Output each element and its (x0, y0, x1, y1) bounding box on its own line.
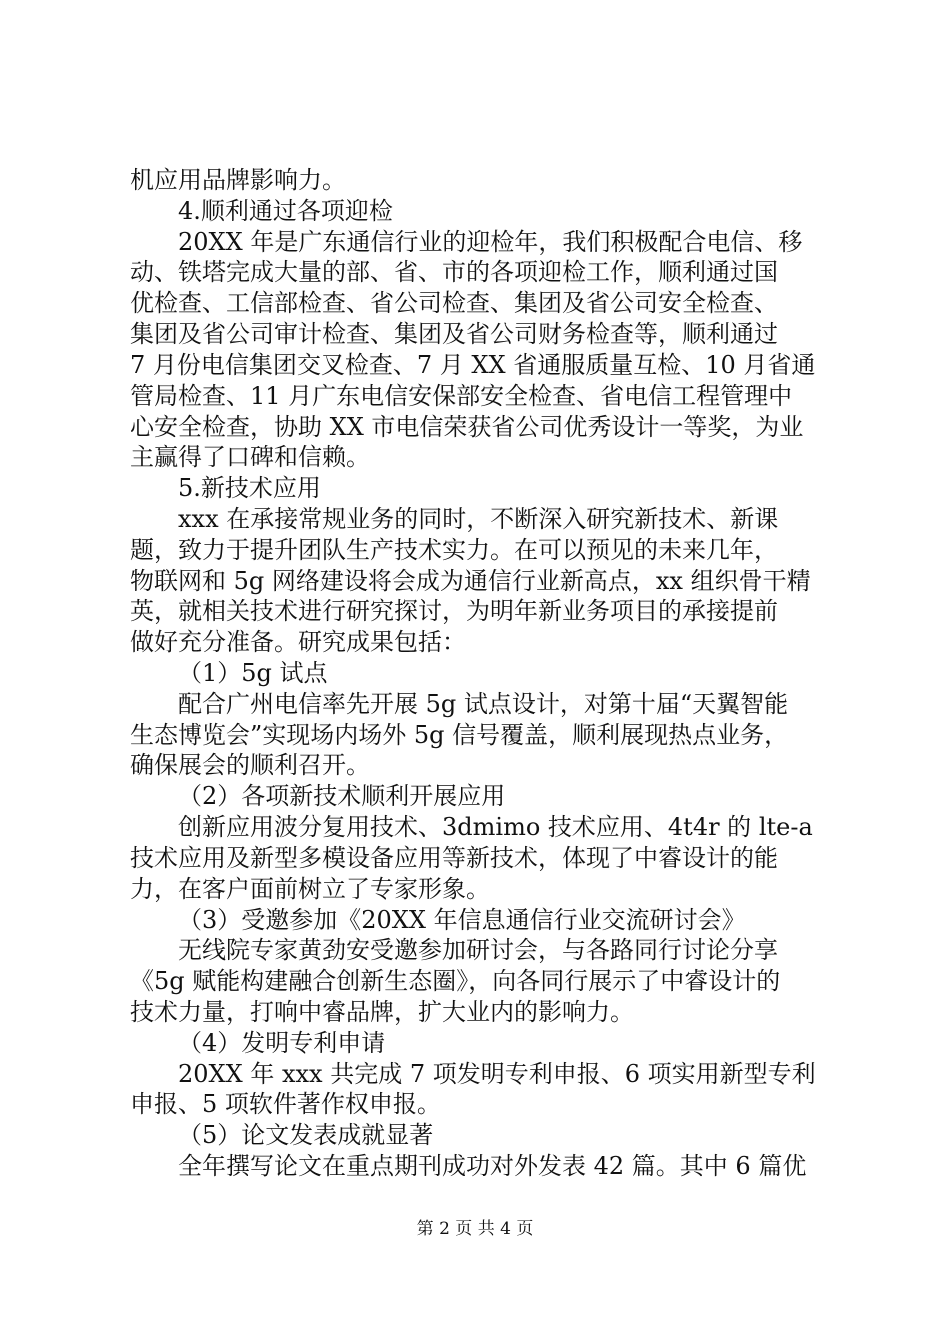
paragraph-line: 心安全检查，协助 XX 市电信荣获省公司优秀设计一等奖，为业 (130, 413, 804, 441)
subsection-heading: （3）受邀参加《20XX 年信息通信行业交流研讨会》 (178, 906, 746, 934)
subsection-heading: （2）各项新技术顺利开展应用 (178, 782, 506, 810)
paragraph-line: 题，致力于提升团队生产技术实力。在可以预见的未来几年， (130, 536, 778, 564)
paragraph-line: 无线院专家黄劲安受邀参加研讨会，与各路同行讨论分享 (178, 936, 778, 964)
paragraph-line: 技术力量，打响中睿品牌，扩大业内的影响力。 (130, 998, 634, 1026)
paragraph-line: 主赢得了口碑和信赖。 (130, 443, 370, 471)
paragraph-line: 技术应用及新型多模设备应用等新技术，体现了中睿设计的能 (130, 844, 778, 872)
paragraph-line: 20XX 年 xxx 共完成 7 项发明专利申报、6 项实用新型专利 (178, 1060, 816, 1088)
paragraph-line: 生态博览会”实现场内场外 5g 信号覆盖，顺利展现热点业务， (130, 721, 789, 749)
subsection-heading: （1）5g 试点 (178, 659, 328, 687)
paragraph-line: 力，在客户面前树立了专家形象。 (130, 875, 490, 903)
paragraph-line: 物联网和 5g 网络建设将会成为通信行业新高点，xx 组织骨干精 (130, 567, 811, 595)
subsection-heading: （5）论文发表成就显著 (178, 1121, 434, 1149)
paragraph-line: 管局检查、11 月广东电信安保部安全检查、省电信工程管理中 (130, 382, 793, 410)
paragraph-line: 7 月份电信集团交叉检查、7 月 XX 省通服质量互检、10 月省通 (130, 351, 816, 379)
paragraph-line: 优检查、工信部检查、省公司检查、集团及省公司安全检查、 (130, 289, 778, 317)
paragraph-line: xxx 在承接常规业务的同时，不断深入研究新技术、新课 (178, 505, 779, 533)
section-heading: 4.顺利通过各项迎检 (178, 197, 393, 225)
paragraph-line: 配合广州电信率先开展 5g 试点设计，对第十届“天翼智能 (178, 690, 789, 718)
subsection-heading: （4）发明专利申请 (178, 1029, 386, 1057)
paragraph-line: 确保展会的顺利召开。 (130, 751, 370, 779)
paragraph-line: 申报、5 项软件著作权申报。 (130, 1090, 441, 1118)
section-heading: 5.新技术应用 (178, 474, 321, 502)
page-footer: 第 2 页 共 4 页 (416, 1219, 534, 1239)
paragraph-line: 机应用品牌影响力。 (130, 166, 346, 194)
paragraph-line: 20XX 年是广东通信行业的迎检年，我们积极配合电信、移 (178, 228, 803, 256)
paragraph-line: 做好充分准备。研究成果包括： (130, 628, 466, 656)
paragraph-line: 创新应用波分复用技术、3dmimo 技术应用、4t4r 的 lte-a (178, 813, 813, 841)
paragraph-line: 动、铁塔完成大量的部、省、市的各项迎检工作，顺利通过国 (130, 258, 778, 286)
paragraph-line: 英，就相关技术进行研究探讨，为明年新业务项目的承接提前 (130, 597, 778, 625)
paragraph-line: 全年撰写论文在重点期刊成功对外发表 42 篇。其中 6 篇优 (178, 1152, 807, 1180)
paragraph-line: 《5g 赋能构建融合创新生态圈》，向各同行展示了中睿设计的 (130, 967, 781, 995)
paragraph-line: 集团及省公司审计检查、集团及省公司财务检查等，顺利通过 (130, 320, 778, 348)
